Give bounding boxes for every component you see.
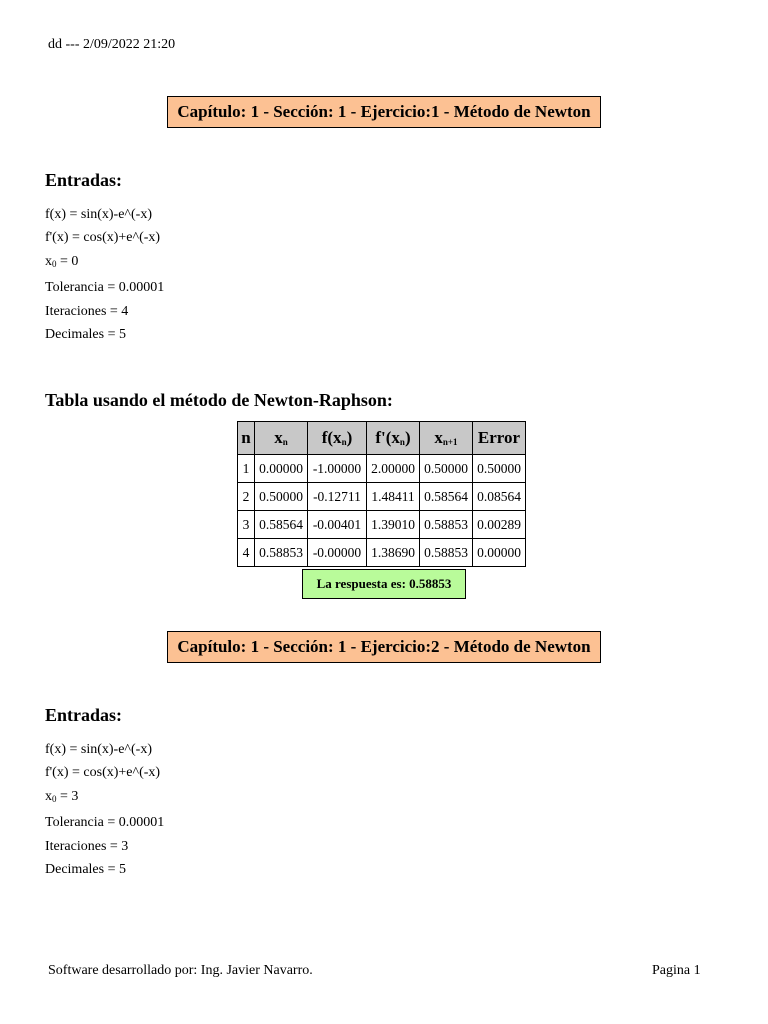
table-heading: Tabla usando el método de Newton-Raphson: bbox=[45, 390, 393, 410]
header-xn-subscript: n bbox=[282, 437, 288, 447]
table-row bbox=[238, 455, 526, 483]
header-dfxn-pre: f'(x bbox=[375, 428, 400, 447]
cell-error: 0.50000 bbox=[473, 455, 526, 483]
cell-xn1: 0.58853 bbox=[420, 539, 473, 567]
decimals-line: Decimales = 5 bbox=[45, 862, 126, 878]
derivative-line: f'(x) = cos(x)+e^(-x) bbox=[45, 230, 161, 246]
cell-xn1: 0.58853 bbox=[420, 511, 473, 539]
header-n: n bbox=[238, 422, 255, 455]
iterations-line: Iteraciones = 4 bbox=[45, 303, 129, 319]
exercise-1-title: Capítulo: 1 - Sección: 1 - Ejercicio:1 - Método de Newton bbox=[167, 96, 601, 128]
cell-xn: 0.58853 bbox=[255, 539, 308, 567]
cell-xn: 0.00000 bbox=[255, 455, 308, 483]
table-row bbox=[238, 511, 526, 539]
cell-fxn: -0.12711 bbox=[308, 483, 367, 511]
table-row bbox=[238, 539, 526, 567]
cell-n: 4 bbox=[238, 539, 255, 567]
x0-subscript: 0 bbox=[52, 793, 57, 804]
newton-raphson-table bbox=[237, 421, 526, 567]
tolerance-line: Tolerancia = 0.00001 bbox=[45, 280, 165, 296]
cell-xn1: 0.50000 bbox=[420, 455, 473, 483]
cell-n: 1 bbox=[238, 455, 255, 483]
tolerance-line: Tolerancia = 0.00001 bbox=[45, 815, 165, 831]
initial-value-line bbox=[45, 785, 164, 811]
timestamp: dd --- 2/09/2022 21:20 bbox=[48, 37, 176, 52]
function-line: f(x) = sin(x)-e^(-x) bbox=[45, 742, 152, 757]
answer-box: La respuesta es: 0.58853 bbox=[302, 569, 466, 599]
decimals-line: Decimales = 5 bbox=[45, 327, 126, 343]
x0-subscript: 0 bbox=[52, 258, 57, 269]
x0-symbol: x bbox=[45, 253, 52, 269]
cell-n: 3 bbox=[238, 511, 255, 539]
cell-fxn: -0.00401 bbox=[308, 511, 367, 539]
header-fxn bbox=[308, 422, 367, 455]
cell-fxn: -1.00000 bbox=[308, 455, 367, 483]
header-xn bbox=[255, 422, 308, 455]
cell-error: 0.08564 bbox=[473, 483, 526, 511]
footer-credit: Software desarrollado por: Ing. Javier Navarro. bbox=[48, 963, 313, 978]
exercise-2-inputs-heading: Entradas: bbox=[45, 705, 123, 725]
cell-dfxn: 2.00000 bbox=[367, 455, 420, 483]
x0-value: = 0 bbox=[56, 253, 79, 269]
header-fxn-subscript: n bbox=[341, 437, 347, 447]
header-error: Error bbox=[473, 422, 526, 455]
cell-n: 2 bbox=[238, 483, 255, 511]
header-xn1-subscript: n+1 bbox=[442, 437, 458, 447]
initial-value-line bbox=[45, 250, 164, 276]
cell-dfxn: 1.48411 bbox=[367, 483, 420, 511]
cell-error: 0.00000 bbox=[473, 539, 526, 567]
header-xn1-symbol: x bbox=[434, 428, 443, 447]
function-line: f(x) = sin(x)-e^(-x) bbox=[45, 207, 152, 222]
header-xn1 bbox=[420, 422, 473, 455]
header-xn-symbol: x bbox=[274, 428, 283, 447]
cell-error: 0.00289 bbox=[473, 511, 526, 539]
table-header-row bbox=[238, 422, 526, 455]
exercise-2-title: Capítulo: 1 - Sección: 1 - Ejercicio:2 - Método de Newton bbox=[167, 631, 601, 663]
cell-xn1: 0.58564 bbox=[420, 483, 473, 511]
header-dfxn-subscript: n bbox=[399, 437, 405, 447]
cell-xn: 0.50000 bbox=[255, 483, 308, 511]
iterations-line: Iteraciones = 3 bbox=[45, 838, 129, 854]
header-dfxn-post: ) bbox=[404, 428, 411, 447]
exercise-2-inputs bbox=[45, 738, 164, 881]
table-row bbox=[238, 483, 526, 511]
header-fxn-pre: f(x bbox=[321, 428, 342, 447]
derivative-line: f'(x) = cos(x)+e^(-x) bbox=[45, 765, 161, 781]
page-number: Pagina 1 bbox=[652, 963, 701, 978]
cell-dfxn: 1.38690 bbox=[367, 539, 420, 567]
cell-dfxn: 1.39010 bbox=[367, 511, 420, 539]
exercise-1-inputs-heading: Entradas: bbox=[45, 170, 123, 190]
x0-value: = 3 bbox=[56, 788, 79, 804]
exercise-1-inputs bbox=[45, 203, 164, 346]
header-dfxn bbox=[367, 422, 420, 455]
header-fxn-post: ) bbox=[346, 428, 353, 447]
cell-xn: 0.58564 bbox=[255, 511, 308, 539]
cell-fxn: -0.00000 bbox=[308, 539, 367, 567]
x0-symbol: x bbox=[45, 788, 52, 804]
